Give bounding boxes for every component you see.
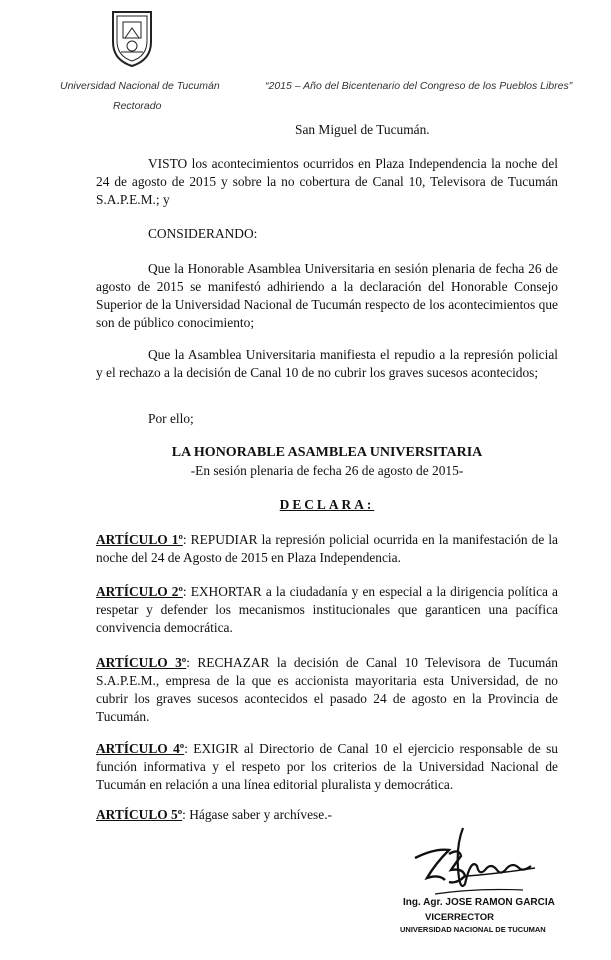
considerando-paragraph-1: Que la Honorable Asamblea Universitaria en sesión plenaria de fecha 26 de agosto de 2015 se manifestó adhiriendo a la declaración del Honorable Consejo Superior de la Universidad Nacional de Tucumán respecto de los acontecimientos que son de público conocimiento;	[96, 261, 558, 330]
signatory-role: VICERRECTOR	[425, 912, 494, 923]
article-1-label: ARTÍCULO 1º	[96, 532, 183, 547]
article-2	[96, 583, 558, 637]
declara-text: DECLARA:	[279, 497, 375, 512]
article-4-text: : EXIGIR al Directorio de Canal 10 el ejercicio responsable de su función informativa y el respeto por los criterios de la Universidad Nacional de Tucumán en relación a una línea editorial pluralista y democrática.	[96, 741, 558, 792]
article-2-label: ARTÍCULO 2º	[96, 584, 183, 599]
article-5-text: : Hágase saber y archívese.-	[182, 807, 332, 822]
article-3-text: : RECHAZAR la decisión de Canal 10 Televisora de Tucumán S.A.P.E.M., empresa de la que es accionista mayoritaria esta Universidad, de no cubrir los graves sucesos acontecidos el pasado 24 de agosto en la Provincia de Tucumán.	[96, 655, 558, 724]
office-name: Rectorado	[113, 100, 162, 112]
article-1	[96, 531, 558, 567]
signatory-institution: UNIVERSIDAD NACIONAL DE TUCUMAN	[400, 925, 546, 934]
year-motto: “2015 – Año del Bicentenario del Congreso de los Pueblos Libres”	[265, 80, 573, 92]
article-5-label: ARTÍCULO 5º	[96, 807, 183, 822]
article-3-label: ARTÍCULO 3º	[96, 655, 187, 670]
article-4-label: ARTÍCULO 4º	[96, 741, 185, 756]
visto-paragraph: VISTO los acontecimientos ocurridos en Plaza Independencia la noche del 24 de agosto de 2015 y sobre la no cobertura de Canal 10, Televisora de Tucumán S.A.P.E.M.; y	[96, 156, 558, 207]
article-1-text: : REPUDIAR la represión policial ocurrida en la manifestación de la noche del 24 de Agosto de 2015 en Plaza Independencia.	[96, 532, 559, 565]
handwritten-signature	[405, 818, 545, 908]
article-2-text: : EXHORTAR a la ciudadanía y en especial a la dirigencia política a respetar y defender los mecanismos institucionales que garanticen una pacífica convivencia democrática.	[96, 584, 558, 635]
por-ello-line: Por ello;	[148, 411, 194, 426]
article-4	[96, 740, 558, 794]
article-3	[96, 654, 558, 726]
declara-heading	[96, 497, 558, 513]
university-seal-logo	[109, 8, 155, 68]
signatory-name: Ing. Agr. JOSE RAMON GARCIA	[403, 897, 555, 908]
place-line: San Miguel de Tucumán.	[295, 122, 430, 137]
assembly-title: LA HONORABLE ASAMBLEA UNIVERSITARIA	[171, 445, 483, 460]
session-line: -En sesión plenaria de fecha 26 de agosto de 2015-	[190, 463, 464, 478]
considerando-paragraph-2: Que la Asamblea Universitaria manifiesta el repudio a la represión policial y el rechazo a la decisión de Canal 10 de no cubrir los graves sucesos acontecidos;	[96, 347, 558, 380]
institution-name: Universidad Nacional de Tucumán	[60, 80, 220, 92]
considerando-heading: CONSIDERANDO:	[148, 226, 258, 241]
